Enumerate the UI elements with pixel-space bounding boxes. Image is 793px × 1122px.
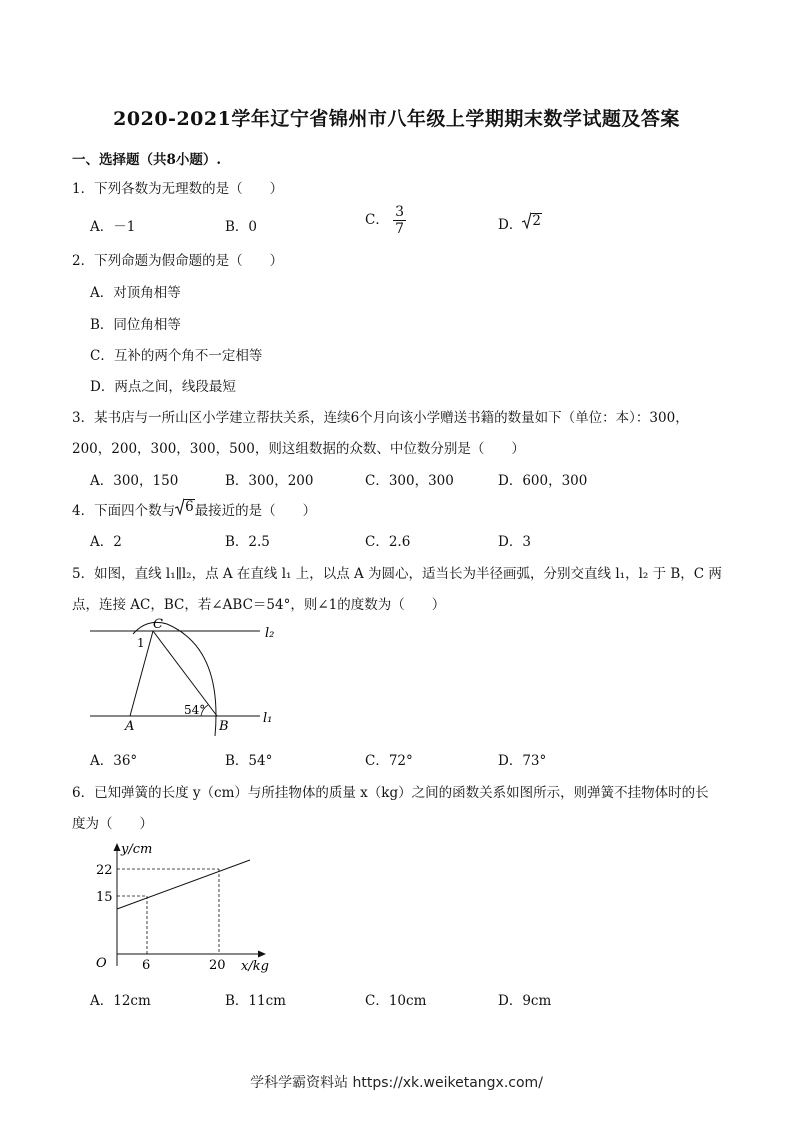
q6-function-graph xyxy=(88,836,288,978)
radical-sign-icon xyxy=(175,498,184,515)
label-angle-1: 1 xyxy=(137,636,145,650)
q3-stem-line2: 200，200，300，300，500，则这组数据的众数、中位数分别是（ ） xyxy=(72,441,525,457)
q2-option-d: D．两点之间，线段最短 xyxy=(90,379,236,395)
q6-option-c: C．10cm xyxy=(365,993,427,1009)
q3-stem-line1: 3．某书店与一所山区小学建立帮扶关系，连续6个月向该小学赠送书籍的数量如下（单位：本）：300， xyxy=(72,410,689,426)
fraction-numerator: 3 xyxy=(395,204,405,220)
radicand: 2 xyxy=(532,213,541,229)
q4-stem xyxy=(72,498,316,519)
q2-option-a: A．对顶角相等 xyxy=(90,285,181,301)
q2-stem: 2．下列命题为假命题的是（ ） xyxy=(72,253,284,269)
tick-y22: 22 xyxy=(96,863,113,878)
q1-option-c-label: C． xyxy=(365,212,389,228)
q6-stem-line2: 度为（ ） xyxy=(72,816,153,832)
q5-geometry-figure xyxy=(85,612,285,742)
q6-option-b: B．11cm xyxy=(225,993,286,1009)
radical-sign-icon xyxy=(522,212,531,229)
label-54-degree: 54° xyxy=(184,703,206,717)
label-l2: l₂ xyxy=(265,626,275,641)
section-heading: 一、选择题（共8小题）. xyxy=(72,152,222,168)
origin-label: O xyxy=(96,956,107,971)
tick-y15: 15 xyxy=(96,890,113,905)
function-line xyxy=(117,860,250,909)
y-axis-arrow-icon xyxy=(114,843,121,851)
q4-stem-pre: 4．下面四个数与 xyxy=(72,503,176,519)
label-b: B xyxy=(219,719,229,734)
q3-option-b: B．300，200 xyxy=(225,473,314,489)
footer-watermark: 学科学霸资料站 https://xk.weiketangx.com/ xyxy=(250,1075,543,1091)
label-a: A xyxy=(125,719,135,734)
y-axis-label: y/cm xyxy=(121,842,153,857)
arc xyxy=(133,622,216,736)
label-c: C xyxy=(153,617,163,632)
q1-option-d-label: D． xyxy=(498,217,523,233)
page-title: 2020-2021学年辽宁省锦州市八年级上学期期末数学试题及答案 xyxy=(113,108,680,130)
fraction-denominator: 7 xyxy=(395,221,405,237)
q6-option-a: A．12cm xyxy=(90,993,151,1009)
q5-option-a: A．36° xyxy=(90,753,138,769)
x-axis-arrow-icon xyxy=(258,951,266,958)
q5-option-b: B．54° xyxy=(225,753,273,769)
q1-option-d xyxy=(498,212,542,233)
sqrt-symbol xyxy=(175,498,195,515)
q6-stem-line1: 6．已知弹簧的长度 y（cm）与所挂物体的质量 x（kg）之间的函数关系如图所示，则弹簧不挂物体时的长 xyxy=(72,785,709,801)
q3-option-d: D．600，300 xyxy=(498,473,588,489)
q3-option-c: C．300，300 xyxy=(365,473,454,489)
q5-option-c: C．72° xyxy=(365,753,413,769)
q5-stem-line1: 5．如图，直线 l₁∥l₂，点 A 在直线 l₁ 上，以点 A 为圆心，适当长为半径画弧，分别交直线 l₁，l₂ 于 B，C 两 xyxy=(72,566,722,582)
tick-x6: 6 xyxy=(142,958,151,973)
x-axis-label: x/kg xyxy=(241,959,269,974)
radicand: 6 xyxy=(185,499,194,515)
q5-option-d: D．73° xyxy=(498,753,547,769)
q4-option-d: D．3 xyxy=(498,534,531,550)
q1-option-b: B．0 xyxy=(225,219,258,235)
tick-x20: 20 xyxy=(209,958,226,973)
q2-option-c: C．互补的两个角不一定相等 xyxy=(90,348,263,364)
q5-stem-line2: 点，连接 AC，BC，若∠ABC＝54°，则∠1的度数为（ ） xyxy=(72,597,446,613)
q1-option-a: A．－1 xyxy=(90,219,136,235)
q1-stem: 1．下列各数为无理数的是（ ） xyxy=(72,181,284,197)
q4-stem-post: 最接近的是（ ） xyxy=(194,503,317,519)
q1-option-c xyxy=(365,204,406,237)
fraction xyxy=(393,204,406,237)
q4-option-c: C．2.6 xyxy=(365,534,411,550)
q3-option-a: A．300，150 xyxy=(90,473,179,489)
sqrt-symbol xyxy=(522,212,542,229)
q4-option-b: B．2.5 xyxy=(225,534,270,550)
q6-option-d: D．9cm xyxy=(498,993,552,1009)
q4-option-a: A．2 xyxy=(90,534,122,550)
label-l1: l₁ xyxy=(263,711,273,726)
q2-option-b: B．同位角相等 xyxy=(90,317,181,333)
